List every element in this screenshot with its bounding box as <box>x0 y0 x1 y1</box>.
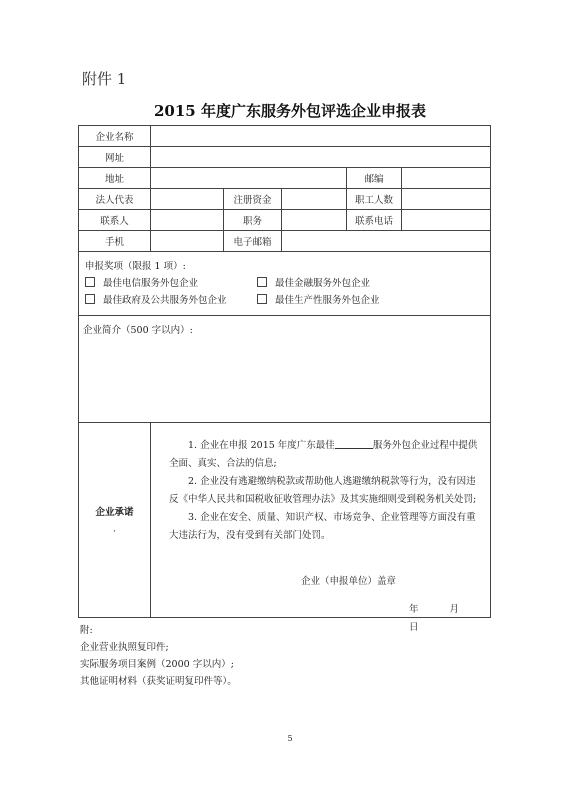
position-field[interactable] <box>282 210 347 231</box>
mobile-field[interactable] <box>151 231 224 252</box>
month-label: 月 <box>449 604 460 615</box>
mobile-label: 手机 <box>79 231 151 252</box>
attachments-notes <box>80 622 237 690</box>
phone-field[interactable] <box>402 210 491 231</box>
award-option-finance[interactable] <box>257 275 370 292</box>
award-option-label: 最佳生产性服务外包企业 <box>275 295 380 306</box>
date-line <box>409 601 490 637</box>
website-label: 网址 <box>79 147 151 168</box>
address-label: 地址 <box>79 168 151 189</box>
company-name-field[interactable] <box>151 126 491 147</box>
website-field[interactable] <box>151 147 491 168</box>
contact-field[interactable] <box>151 210 224 231</box>
email-label: 电子邮箱 <box>224 231 282 252</box>
notes-heading: 附: <box>80 625 93 636</box>
phone-label: 联系电话 <box>347 210 402 231</box>
awards-section <box>79 252 491 316</box>
checkbox-icon[interactable] <box>85 277 95 287</box>
company-intro-label: 企业简介（500 字以内）: <box>83 325 193 336</box>
note-item: 其他证明材料（获奖证明复印件等）。 <box>80 676 237 687</box>
application-form-table <box>78 125 491 633</box>
page-number: 5 <box>287 734 293 743</box>
employees-field[interactable] <box>402 189 491 210</box>
contact-label: 联系人 <box>79 210 151 231</box>
award-option-productive[interactable] <box>257 292 380 309</box>
commitment-label-cell <box>79 423 151 618</box>
award-type-blank[interactable] <box>335 438 373 449</box>
award-option-label: 最佳金融服务外包企业 <box>275 278 371 289</box>
commitment-item-2: 2. 企业没有逃避缴纳税款或帮助他人逃避缴纳税款等行为，没有因违反《中华人民共和国税收征收管理办法》及其实施细则受到税务机关处罚; <box>169 476 477 505</box>
note-item: 企业营业执照复印件; <box>80 642 169 653</box>
commitment-label: 企业承诺 <box>95 506 134 518</box>
attachment-label: 附件 1 <box>82 70 127 88</box>
legal-rep-field[interactable] <box>151 189 224 210</box>
award-option-telecom[interactable] <box>85 275 257 292</box>
form-title: 2015 年度广东服务外包评选企业申报表 <box>154 102 426 120</box>
award-option-government[interactable] <box>85 292 257 309</box>
company-seal-label: 企业（申报单位）盖章 <box>301 576 397 587</box>
year-label: 年 <box>409 604 419 615</box>
commitment-item-3: 3. 企业在安全、质量、知识产权、市场竞争、企业管理等方面没有重大违法行为，没有受到有关部门处罚。 <box>169 512 476 541</box>
legal-rep-label: 法人代表 <box>79 189 151 210</box>
employees-label: 职工人数 <box>347 189 402 210</box>
company-intro-section[interactable] <box>79 316 491 423</box>
day-label: 日 <box>409 622 419 633</box>
checkbox-icon[interactable] <box>257 294 267 304</box>
position-label: 职务 <box>224 210 282 231</box>
commitment-item-1: 1. 企业在申报 2015 年度广东最佳 服务外包企业过程中提供全面、真实、合法的信息; <box>169 440 478 469</box>
address-field[interactable] <box>151 168 347 189</box>
reg-capital-field[interactable] <box>282 189 347 210</box>
reg-capital-label: 注册资金 <box>224 189 282 210</box>
commitment-text-cell <box>151 423 491 633</box>
award-option-label: 最佳电信服务外包企业 <box>103 278 199 289</box>
postcode-field[interactable] <box>402 168 491 189</box>
postcode-label: 邮编 <box>347 168 402 189</box>
commitment-dot: · <box>112 525 117 537</box>
checkbox-icon[interactable] <box>85 294 95 304</box>
note-item: 实际服务项目案例（2000 字以内）; <box>80 659 234 670</box>
email-field[interactable] <box>282 231 491 252</box>
checkbox-icon[interactable] <box>257 277 267 287</box>
awards-heading: 申报奖项（限报 1 项）: <box>85 261 186 272</box>
company-name-label: 企业名称 <box>79 126 151 147</box>
award-option-label: 最佳政府及公共服务外包企业 <box>103 295 227 306</box>
